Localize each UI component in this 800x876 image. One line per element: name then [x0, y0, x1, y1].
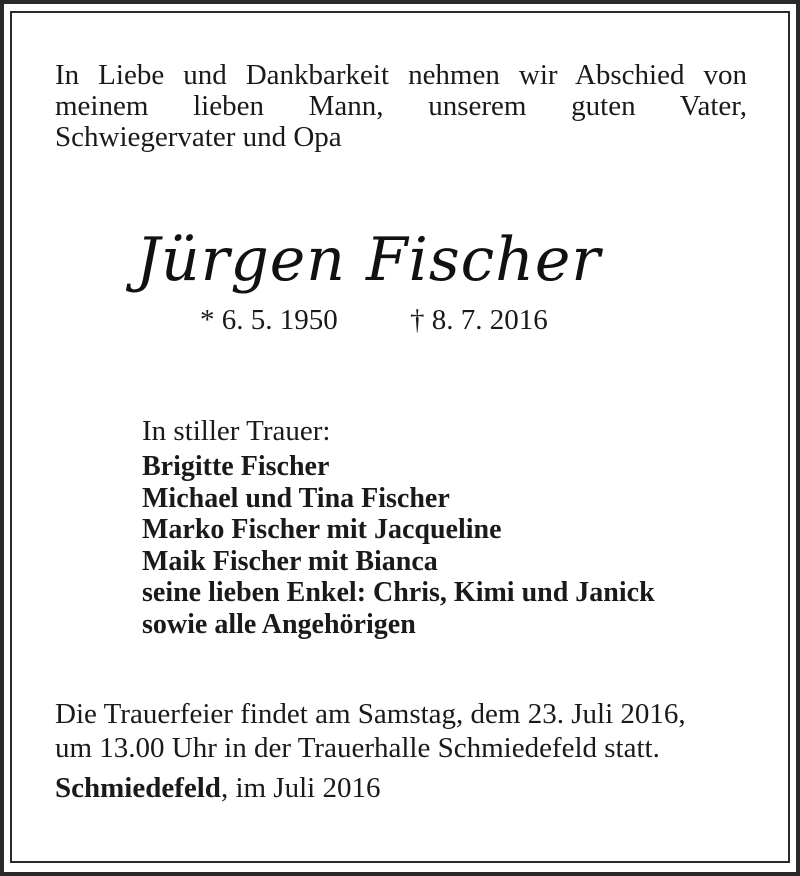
mourner-item: Maik Fischer mit Bianca — [142, 545, 438, 577]
closing-line — [55, 771, 380, 805]
closing-date: , im Juli 2016 — [220, 772, 381, 804]
mourner-item: Michael und Tina Fischer — [142, 482, 450, 514]
intro-text — [55, 60, 747, 153]
mourning-heading: In stiller Trauer: — [142, 415, 331, 447]
mourner-item: seine lieben Enkel: Chris, Kimi und Janick — [142, 577, 655, 608]
service-line-2: um 13.00 Uhr in der Trauerhalle Schmiedefeld statt. — [55, 732, 660, 764]
intro-line-3: Schwiegervater und Opa — [55, 121, 342, 153]
service-info — [55, 697, 755, 765]
intro-line-1: In Liebe und Dankbarkeit nehmen wir Abschied von — [55, 59, 747, 91]
mourner-item: Marko Fischer mit Jacqueline — [142, 514, 502, 545]
mourner-item: Brigitte Fischer — [142, 451, 330, 482]
deceased-name: Jürgen Fischer — [136, 225, 602, 295]
birth-date: * 6. 5. 1950 — [200, 304, 338, 336]
closing-place: Schmiedefeld — [55, 772, 221, 804]
mourners-list — [142, 451, 655, 640]
death-date: † 8. 7. 2016 — [410, 304, 548, 336]
service-line-1: Die Trauerfeier findet am Samstag, dem 23. Juli 2016, — [55, 698, 686, 730]
mourner-item: sowie alle Angehörigen — [142, 608, 416, 640]
intro-line-2: meinem lieben Mann, unserem guten Vater, — [55, 90, 747, 122]
